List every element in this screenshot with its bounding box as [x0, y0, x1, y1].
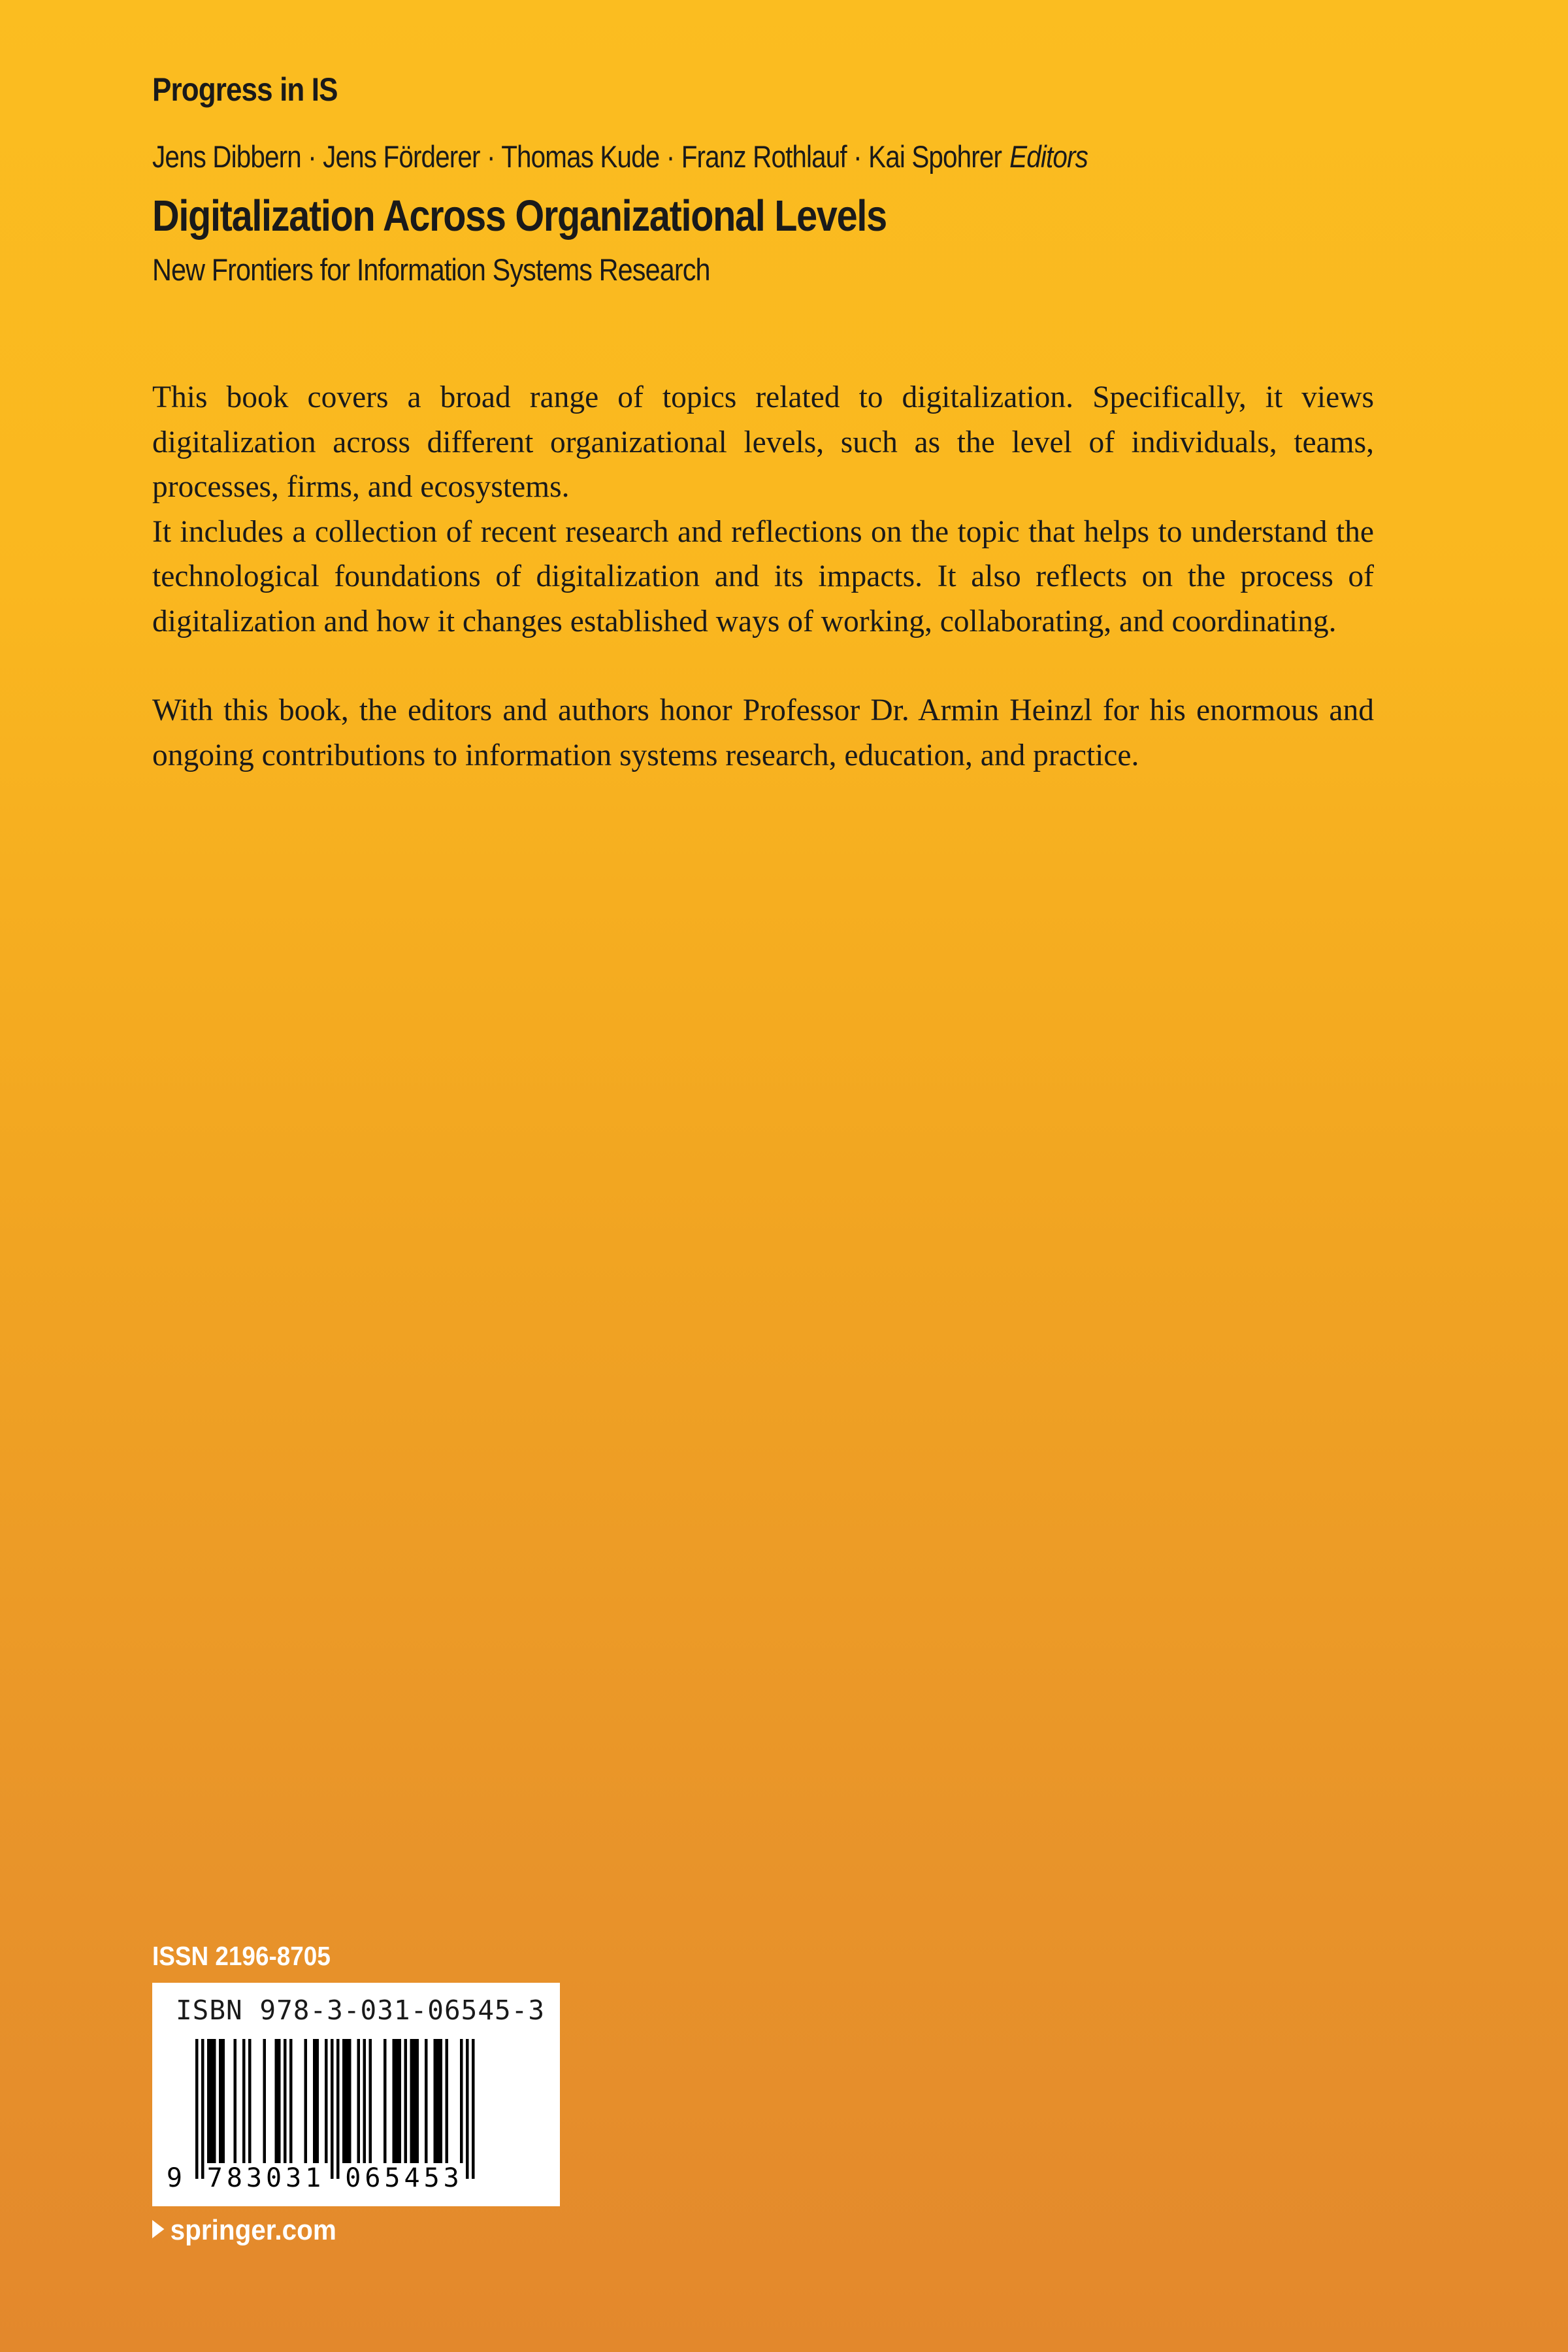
barcode-bar	[357, 2039, 361, 2163]
barcode-bar	[440, 2039, 443, 2163]
barcode-bar	[201, 2039, 204, 2179]
barcode-digits-left: 783031	[206, 2163, 325, 2193]
barcode-bar	[275, 2039, 278, 2163]
barcode-bar	[395, 2039, 399, 2163]
barcode-bar	[460, 2039, 463, 2163]
barcode-bar	[331, 2039, 334, 2179]
barcode-bar	[384, 2039, 387, 2163]
publisher-link-text: springer.com	[170, 2214, 336, 2246]
barcode-bar	[222, 2039, 225, 2163]
barcode-bar	[242, 2039, 246, 2163]
barcode-bar	[472, 2039, 475, 2179]
isbn-label: ISBN 978-3-031-06545-3	[176, 1995, 546, 2026]
arrow-right-icon	[152, 2220, 164, 2238]
barcode-bar	[416, 2039, 419, 2163]
barcode-bar	[234, 2039, 237, 2163]
book-title: Digitalization Across Organizational Levels	[152, 191, 887, 240]
barcode-digits-right: 065453	[345, 2163, 463, 2193]
barcode-bar	[348, 2039, 351, 2163]
barcode-bar	[342, 2039, 346, 2163]
barcode-bar	[278, 2039, 281, 2163]
barcode-bar	[248, 2039, 252, 2163]
barcode-bar	[304, 2039, 308, 2163]
issn-label: ISSN 2196-8705	[152, 1941, 331, 1971]
barcode-bar	[404, 2039, 408, 2163]
barcode-bar	[436, 2039, 440, 2163]
barcode-bar	[425, 2039, 428, 2163]
barcode-bar	[410, 2039, 414, 2163]
barcode-bar	[466, 2039, 469, 2179]
isbn-barcode	[152, 1983, 560, 2206]
barcode-bar	[413, 2039, 416, 2163]
barcode-bar	[363, 2039, 367, 2163]
barcode-bar	[316, 2039, 319, 2163]
description-paragraph: With this book, the editors and authors honor Professor Dr. Armin Heinzl for his enormous and ongoing contributions to information systems research, education, and practice.	[152, 693, 1374, 772]
editor-names: Jens Dibbern · Jens Förderer · Thomas Kude · Franz Rothlauf · Kai Spohrer	[152, 139, 1002, 174]
barcode-bar	[399, 2039, 402, 2163]
barcode-bar	[393, 2039, 396, 2163]
barcode-bar	[219, 2039, 222, 2163]
barcode-bar	[369, 2039, 372, 2163]
book-subtitle: New Frontiers for Information Systems Research	[152, 252, 710, 287]
editors-role: Editors	[1009, 139, 1088, 174]
barcode-bar	[434, 2039, 437, 2163]
barcode-bar	[336, 2039, 340, 2179]
barcode-bar	[263, 2039, 267, 2163]
description-paragraph: This book covers a broad range of topics related to digitalization. Specifically, it views digitalization across different organizational levels, such as the level of individuals, teams, processes, firms, and ecosystems.	[152, 380, 1374, 504]
publisher-link[interactable]	[152, 2214, 336, 2247]
barcode-bar	[213, 2039, 216, 2163]
barcode-bar	[346, 2039, 349, 2163]
barcode-bar	[195, 2039, 199, 2179]
editors-line	[152, 139, 1088, 174]
book-description	[152, 375, 1374, 778]
barcode-bar	[446, 2039, 449, 2163]
barcode-bar	[207, 2039, 210, 2163]
barcode-bar	[284, 2039, 287, 2163]
series-name: Progress in IS	[152, 71, 338, 108]
barcode-bar	[325, 2039, 328, 2163]
barcode-bar	[289, 2039, 293, 2163]
barcode-bar	[313, 2039, 316, 2163]
barcode-digit-lead: 9	[166, 2163, 186, 2193]
barcode-bars	[152, 1983, 560, 2206]
barcode-bar	[210, 2039, 214, 2163]
description-paragraph: It includes a collection of recent research and reflections on the topic that helps to understand the technological foundations of digitalization and its impacts. It also reflects on the process of digitalization and how it changes established ways of working, collaborating, and coordinating.	[152, 514, 1374, 638]
